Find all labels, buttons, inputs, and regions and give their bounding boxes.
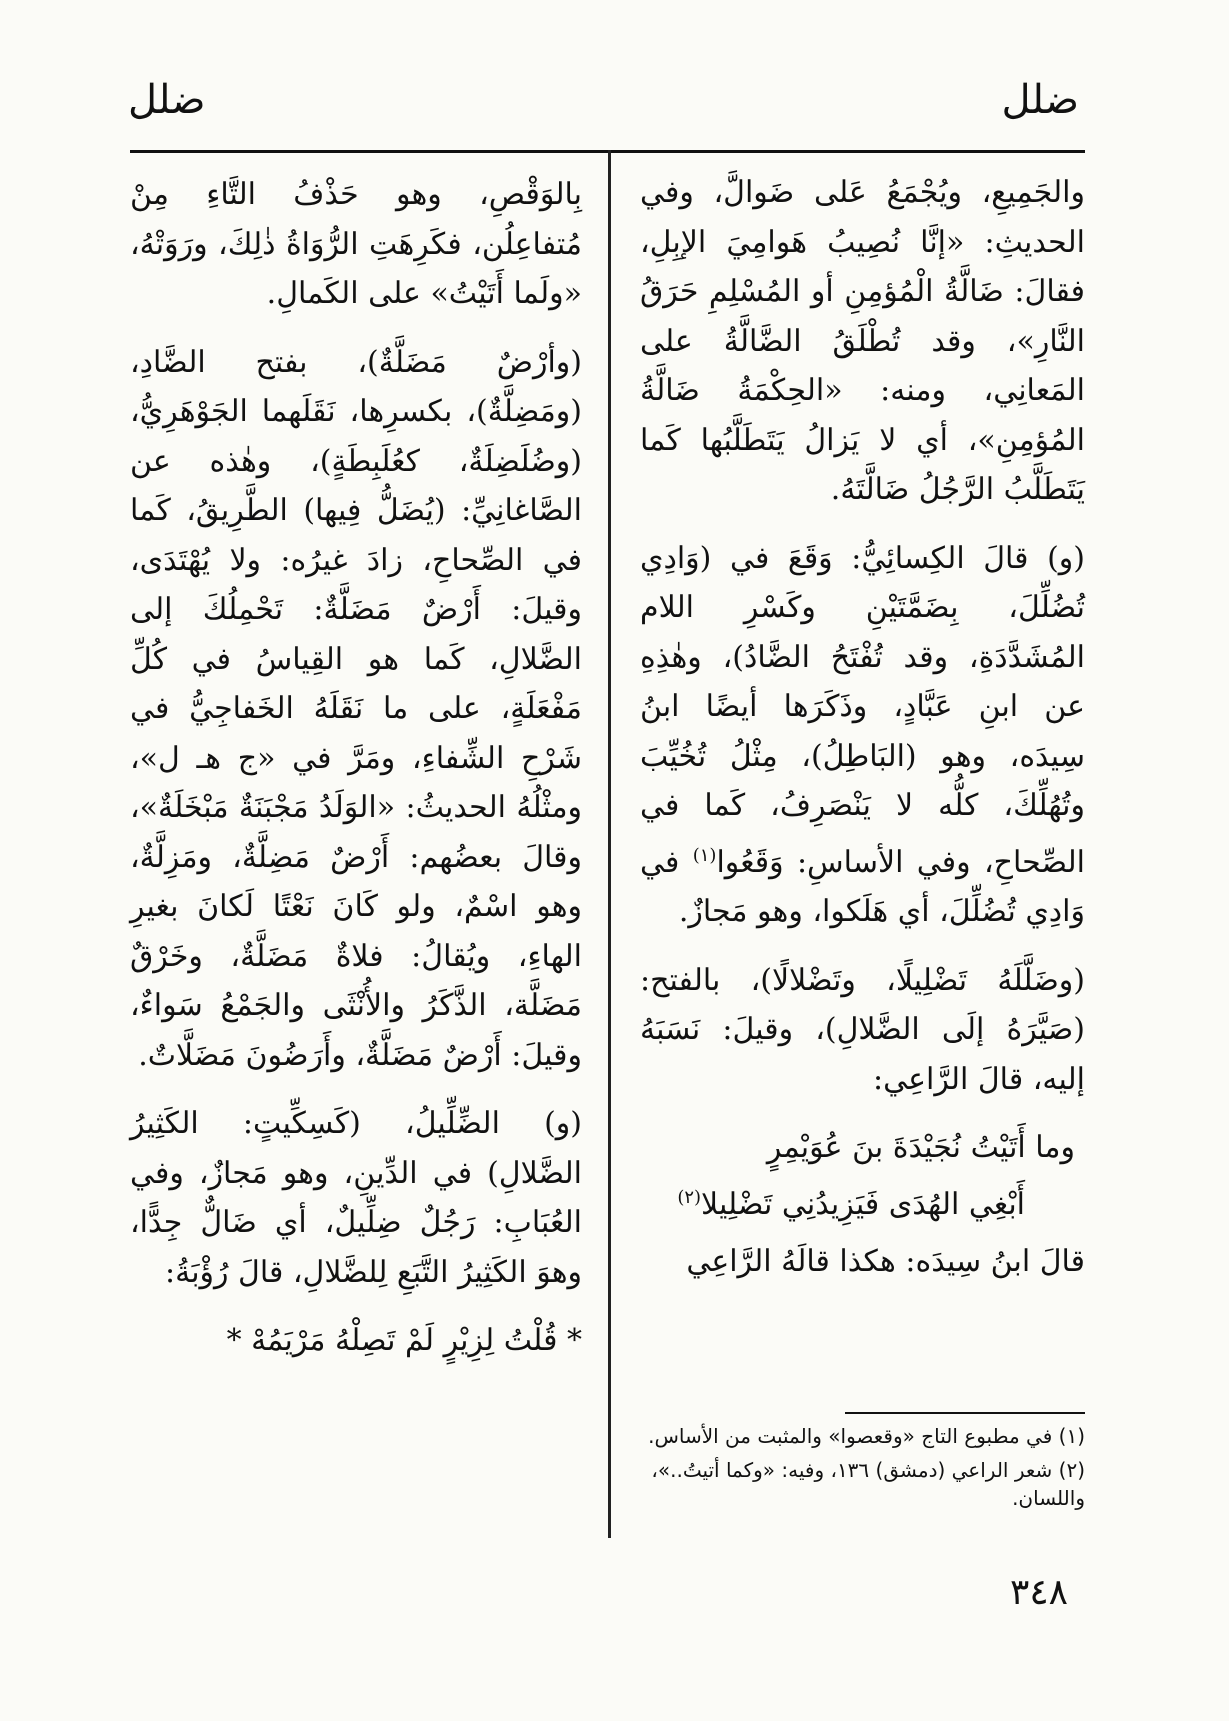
page-number: ٣٤٨ (1010, 1572, 1069, 1613)
footnote-2: (٢) شعر الراعي (دمشق) ١٣٦، وفيه: «وكما أتيتُ..»، واللسان. (651, 1458, 1085, 1510)
footnote-1: (١) في مطبوع التاج «وقعصوا» والمثبت من الأساس. (648, 1424, 1085, 1448)
footnote-marker-2: (٢) (677, 1186, 702, 1208)
column-divider (608, 150, 611, 1538)
verse-line-1: وما أَتَيْتُ نُجَيْدَةَ بنَ عُوَيْمِرٍ (766, 1130, 1075, 1165)
left-paragraph-1: بِالوَقْصِ، وهو حَذْفُ التَّاءِ مِنْ مُتفاعِلُن، فكَرِهَتِ الرُّوَاةُ ذٰلِكَ، ورَوَتْهُ، «ولَما أَتَيْتُ» على الكَمالِ. (130, 177, 582, 311)
right-paragraph-3: (وضَلَّلَهُ تَضْلِيلًا، وتَضْلالًا)، بالفتح: (صَيَّرَهُ إلَى الضَّلالِ)، وقيلَ: نَسَبَهُ إليه، قالَ الرَّاعِي: (640, 962, 1085, 1097)
right-paragraph-2 (640, 534, 1085, 937)
header-left-word: ضلل (128, 77, 206, 123)
footnotes (640, 1422, 1085, 1518)
right-paragraph-4: قالَ ابنُ سِيدَه: هكذا قالَهُ الرَّاعِي (686, 1244, 1085, 1279)
left-paragraph-2: (وأرْضٌ مَضَلَّةٌ)، بفتح الضَّادِ، (ومَضِلَّةٌ)، بكسرِها، نَقَلَهما الجَوْهَرِيُّ، (وضُلَضِلَةٌ، كعُلَبِطَةٍ)، وهٰذه عن الصَّاغانِيِّ: (يُضَلُّ فِيها) الطَّرِيقُ، كَما في الصِّحاحِ، زادَ غيرُه: ولا يُهْتَدَى، وقيلَ: أَرْضٌ مَضَلَّةٌ: تَحْمِلُكَ إلى الضَّلالِ، كَما هو القِياسُ في كُلِّ مَفْعَلَةٍ، على ما نَقَلَهُ الخَفاجِيُّ في شَرْحِ الشِّفاءِ، ومَرَّ في «ج هـ ل»، ومثْلُهُ الحديثُ: «الوَلَدُ مَجْبَنَةٌ مَبْخَلَةٌ»، وقالَ بعضُهم: أَرْضٌ مَضِلَّةٌ، ومَزِلَّةٌ، وهو اسْمٌ، ولو كَانَ نَعْتًا لَكانَ بغيرِ الهاءِ، ويُقالُ: فلاةٌ مَضَلَّةٌ، وخَرْقٌ مَضَلَّة، الذَّكَرُ والأُنْثَى والجَمْعُ سَواءٌ، وقيلَ: أَرْضٌ مَضَلَّةٌ، وأَرَضُونَ مَضَلَّاتٌ. (130, 344, 582, 1073)
right-paragraph-1: والجَمِيعِ، ويُجْمَعُ عَلى ضَوالَّ، وفي الحديثِ: «إنَّا نُصِيبُ هَوامِيَ الإبِلِ، فقالَ: ضَالَّةُ الْمُؤمِنِ أو المُسْلِمِ حَرَقُ النَّارِ»، وقد تُطْلَقُ الضَّالَّةُ على المَعانِي، ومنه: «الحِكْمَةُ ضَالَّةُ المُؤمِنِ»، أي لا يَزالُ يَتَطَلَّبُها كَما يَتَطَلَّبُ الرَّجُلُ ضَالَّتَهُ. (640, 175, 1085, 507)
left-verse: * قُلْتُ لِزِيْرٍ لَمْ تَصِلْهُ مَرْيَمُهْ * (226, 1323, 582, 1358)
right-column (640, 168, 1085, 1306)
right-paragraph-2-part-a: (و) قالَ الكِسائِيُّ: وَقَعَ في (وَادِي تُضُلِّلَ، بِضَمَّتَيْنِ وكَسْرِ اللام المُشَدَّدَةِ، وقد تُفْتَحُ الضَّادُ)، وهٰذِهِ عن ابنِ عَبَّادٍ، وذَكَرَها أيضًا ابنُ سِيدَه، وهو (البَاطِلُ)، مِثْلُ تُخُيِّبَ وتُهُلِّكَ، كلُّه لا يَنْصَرِفُ، كَما في الصِّحاحِ، وفي الأساسِ: وَقَعُوا (640, 540, 1085, 880)
left-column (130, 170, 582, 1366)
header-right-word: ضلل (1001, 77, 1079, 123)
footnote-marker-1: (١) (692, 844, 717, 866)
verse-line-2 (640, 1173, 1085, 1230)
left-paragraph-3: (و) الضِّلِّيلُ، (كَسِكِّيتٍ: الكَثِيرُ الضَّلالِ) في الدِّينِ، وهو مَجازٌ، وفي العُبَابِ: رَجُلٌ ضِلِّيلٌ، أي ضَالٌّ جِدًّا، وهوَ الكَثِيرُ التَّبَعِ لِلضَّلالِ، قالَ رُؤْبَةُ: (130, 1106, 582, 1290)
right-paragraph-2-part-b: في وَادِي تُضُلِّلَ، أي هَلَكوا، وهو مَجازٌ. (640, 844, 1085, 929)
footnote-rule (845, 1412, 1085, 1414)
verse-line-2-text: أَبْغِي الهُدَى فَيَزِيدُنِي تَضْلِيلا (701, 1186, 1025, 1222)
